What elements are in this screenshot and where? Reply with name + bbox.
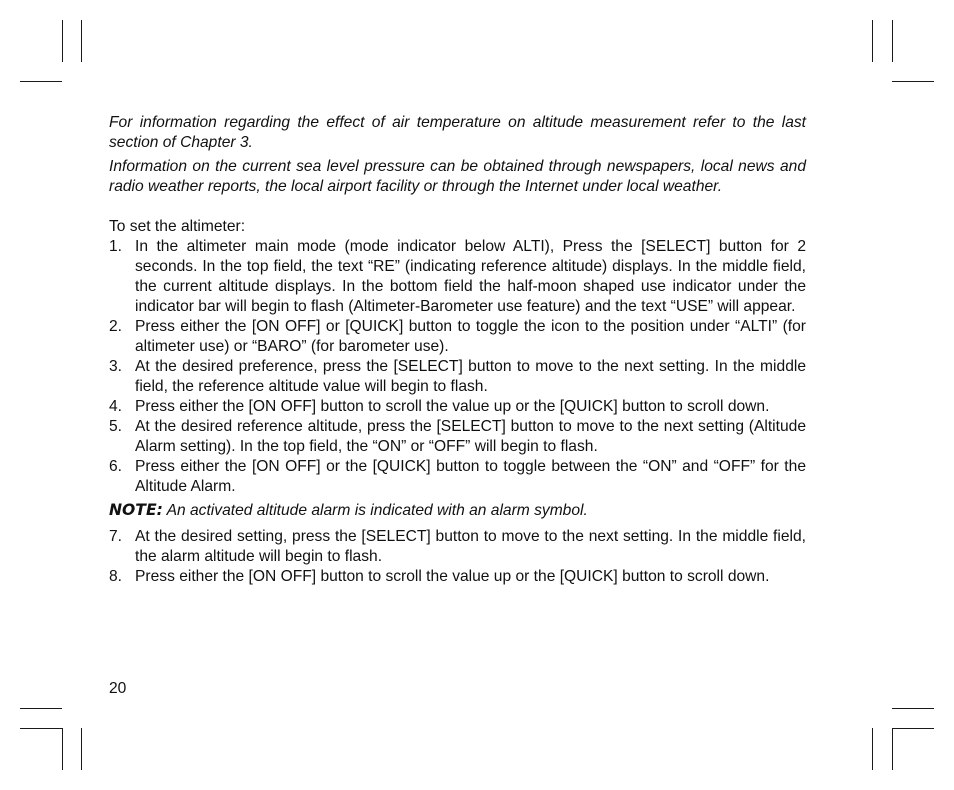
step-text: In the altimeter main mode (mode indicator below ALTI), Press the [SELECT] button for 2 seconds. In the top field, the text “RE” (indicating reference altitude) displays. In the middle field, the current altitude displays. In the bottom field the half-moon shaped use indicator under the indicator bar will begin to flash (Altimeter-Barometer use feature) and the text “USE” will appear. — [135, 238, 806, 315]
step-number: 7. — [109, 528, 123, 545]
steps-list-part-2 — [109, 527, 806, 587]
crop-mark-top-right-vertical-outer — [892, 20, 893, 62]
step-number: 6. — [109, 458, 123, 475]
crop-mark-bottom-right-vertical-inner — [872, 728, 873, 770]
crop-mark-bottom-right-horizontal-top — [892, 708, 934, 709]
step-text: At the desired setting, press the [SELECT] button to move to the next setting. In the middle field, the alarm altitude will begin to flash. — [135, 528, 806, 565]
steps-list-part-1 — [109, 237, 806, 497]
crop-mark-bottom-left-vertical-inner — [81, 728, 82, 770]
sea-level-pressure-note: Information on the current sea level pressure can be obtained through newspapers, local news and radio weather reports, the local airport facility or through the Internet under local weather. — [109, 158, 806, 195]
step-item — [109, 527, 806, 567]
crop-mark-bottom-left-horizontal-top — [20, 708, 62, 709]
temperature-note: For information regarding the effect of air temperature on altitude measurement refer to the last section of Chapter 3. — [109, 114, 806, 151]
step-text: Press either the [ON OFF] or the [QUICK] button to toggle between the “ON” and “OFF” for the Altitude Alarm. — [135, 458, 806, 495]
step-text: Press either the [ON OFF] or [QUICK] button to toggle the icon to the position under “ALTI” (for altimeter use) or “BARO” (for barometer use). — [135, 318, 806, 355]
step-item — [109, 397, 806, 417]
step-item — [109, 457, 806, 497]
alarm-note — [109, 500, 806, 521]
step-item — [109, 317, 806, 357]
step-text: Press either the [ON OFF] button to scroll the value up or the [QUICK] button to scroll down. — [135, 568, 770, 585]
step-number: 5. — [109, 418, 123, 435]
step-text: Press either the [ON OFF] button to scroll the value up or the [QUICK] button to scroll down. — [135, 398, 770, 415]
step-text: At the desired reference altitude, press the [SELECT] button to move to the next setting (Altitude Alarm setting). In the top field, the “ON” or “OFF” will begin to flash. — [135, 418, 806, 455]
step-number: 1. — [109, 238, 123, 255]
crop-mark-bottom-left-vertical-outer — [62, 728, 63, 770]
procedure-heading: To set the altimeter: — [109, 218, 246, 235]
crop-mark-top-left-vertical-inner — [81, 20, 82, 62]
page-content — [109, 113, 806, 587]
step-item — [109, 417, 806, 457]
crop-mark-bottom-left-horizontal-bottom — [20, 728, 62, 729]
crop-mark-top-left-horizontal — [20, 81, 62, 82]
crop-mark-top-left-vertical-outer — [62, 20, 63, 62]
crop-mark-bottom-right-horizontal-bottom — [892, 728, 934, 729]
step-number: 3. — [109, 358, 123, 375]
step-number: 8. — [109, 568, 123, 585]
step-item — [109, 237, 806, 317]
note-text: An activated altitude alarm is indicated with an alarm symbol. — [162, 502, 588, 519]
page-number: 20 — [109, 680, 127, 697]
step-item — [109, 567, 806, 587]
note-label: NOTE: — [109, 501, 163, 519]
step-item — [109, 357, 806, 397]
step-number: 2. — [109, 318, 123, 335]
step-number: 4. — [109, 398, 123, 415]
crop-mark-bottom-right-vertical-outer — [892, 728, 893, 770]
crop-mark-top-right-horizontal — [892, 81, 934, 82]
step-text: At the desired preference, press the [SELECT] button to move to the next setting. In the middle field, the reference altitude value will begin to flash. — [135, 358, 806, 395]
crop-mark-top-right-vertical-inner — [872, 20, 873, 62]
